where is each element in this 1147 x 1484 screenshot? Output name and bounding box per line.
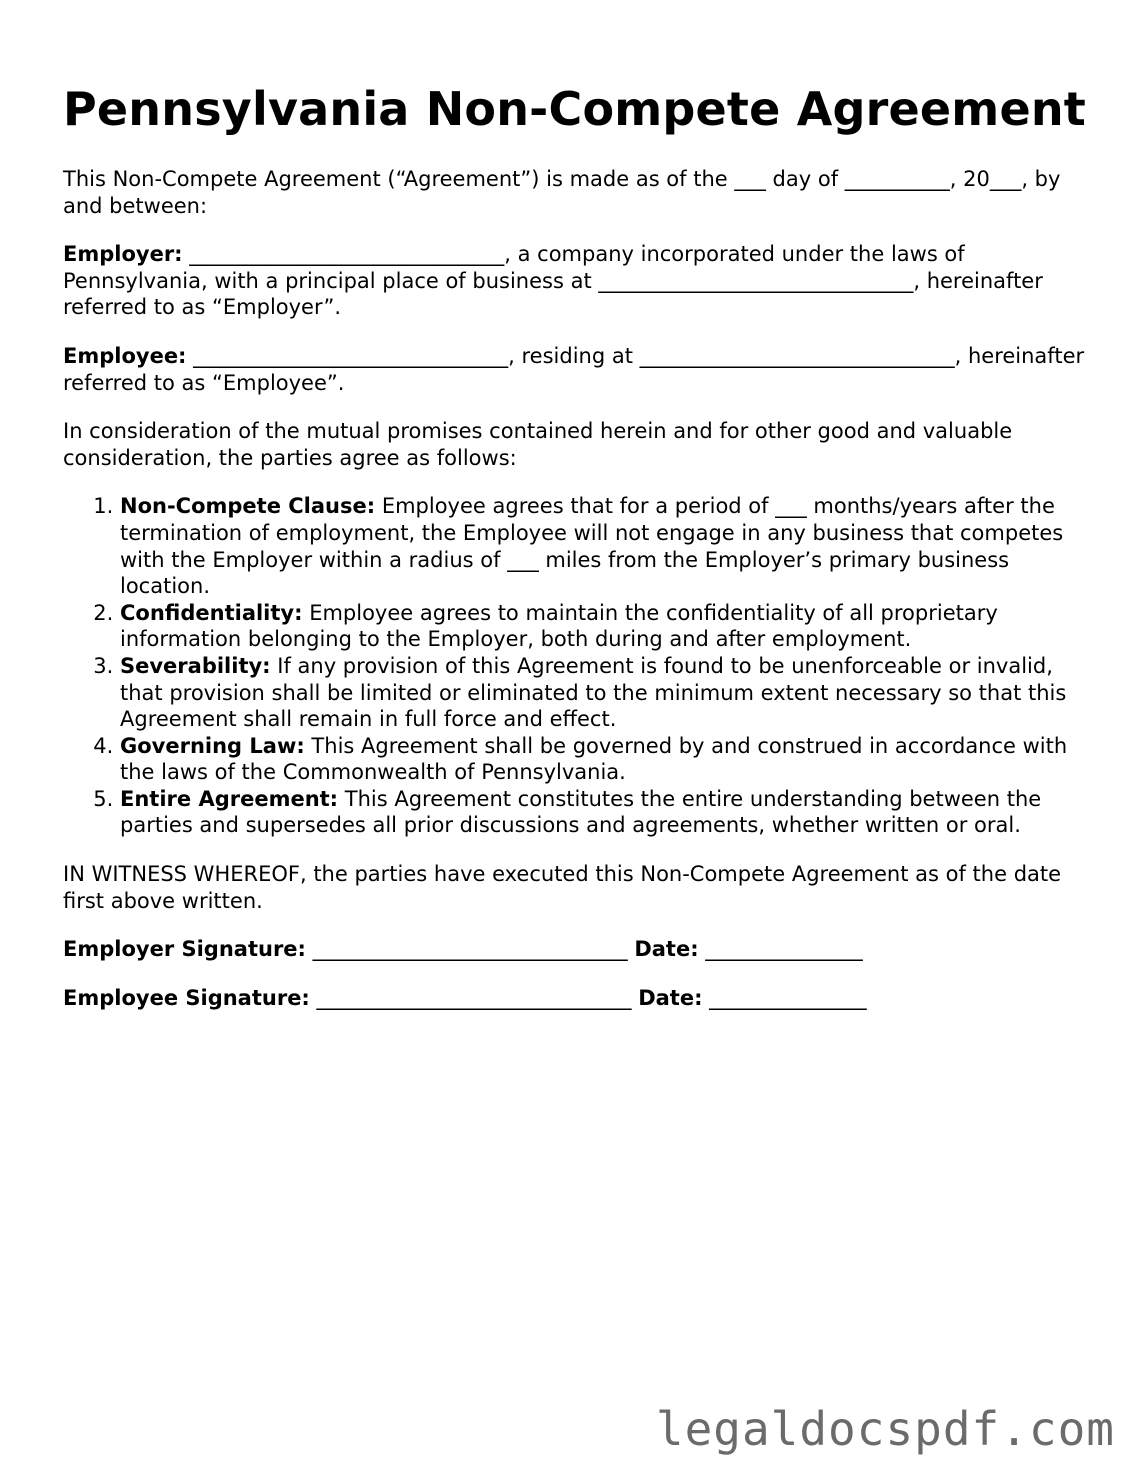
clause-label: Governing Law: [120,733,305,758]
employee-date-label: Date: [638,985,703,1010]
employer-signature-label: Employer Signature: [63,937,306,962]
clause-label: Non-Compete Clause: [120,494,376,519]
clause-text: This Agreement shall be governed by and construed in accordance with the laws of the Commonwealth of Pennsylvania. [120,733,1068,785]
clause-item [120,733,1093,786]
clause-item [120,653,1093,733]
document-title: Pennsylvania Non-Compete Agreement [63,82,1086,136]
employer-date-blank: _______________ [698,937,863,962]
employee-paragraph [63,343,1093,396]
consideration-paragraph: In consideration of the mutual promises contained herein and for other good and valuable consideration, the parties agree as follows: [63,419,1013,470]
witness-paragraph: IN WITNESS WHEREOF, the parties have executed this Non-Compete Agreement as of the date first above written. [63,862,1062,913]
agreement-document [63,80,1093,1033]
clause-item [120,493,1093,599]
clause-text: This Agreement constitutes the entire understanding between the parties and supersedes all prior discussions and agreements, whether written or oral. [120,786,1042,838]
site-watermark: legaldocspdf.com [655,1402,1115,1456]
clause-text: If any provision of this Agreement is found to be unenforceable or invalid, that provision shall be limited or eliminated to the minimum extent necessary so that this Agreement shall remain in full force and effect. [120,653,1067,732]
employee-signature-blank: ______________________________ [309,985,639,1010]
employer-paragraph [63,241,1093,321]
employee-signature-label: Employee Signature: [63,985,310,1010]
clause-text: Employee agrees to maintain the confidentiality of all proprietary information belonging to the Employer, both during and after employment. [120,600,998,652]
employer-label: Employer: [63,242,183,267]
clause-item [120,600,1093,653]
employer-signature-line [63,936,1093,963]
clause-label: Confidentiality: [120,600,303,625]
clauses-list [63,493,1093,839]
employer-date-label: Date: [634,937,699,962]
employer-text: ______________________________, a company incorporated under the laws of Pennsylvania, with a principal place of business at ______________________________, hereinafter referred to as “Employer”. [63,242,1043,320]
intro-paragraph: This Non-Compete Agreement (“Agreement”) is made as of the ___ day of __________, 20___, by and between: [63,167,1061,218]
clause-label: Entire Agreement: [120,786,339,811]
clause-label: Severability: [120,653,271,678]
employee-text: ______________________________, residing at ______________________________, hereinafter referred to as “Employee”. [63,343,1085,395]
employee-label: Employee: [63,343,187,368]
employer-signature-blank: ______________________________ [305,937,635,962]
clause-text: Employee agrees that for a period of ___ months/years after the termination of employment, the Employee will not engage in any business that competes with the Employer within a radius of ___ miles from the Employer’s primary business location. [120,494,1064,599]
employee-signature-line [63,985,1093,1012]
employee-date-blank: _______________ [702,985,867,1010]
clause-item [120,786,1093,839]
